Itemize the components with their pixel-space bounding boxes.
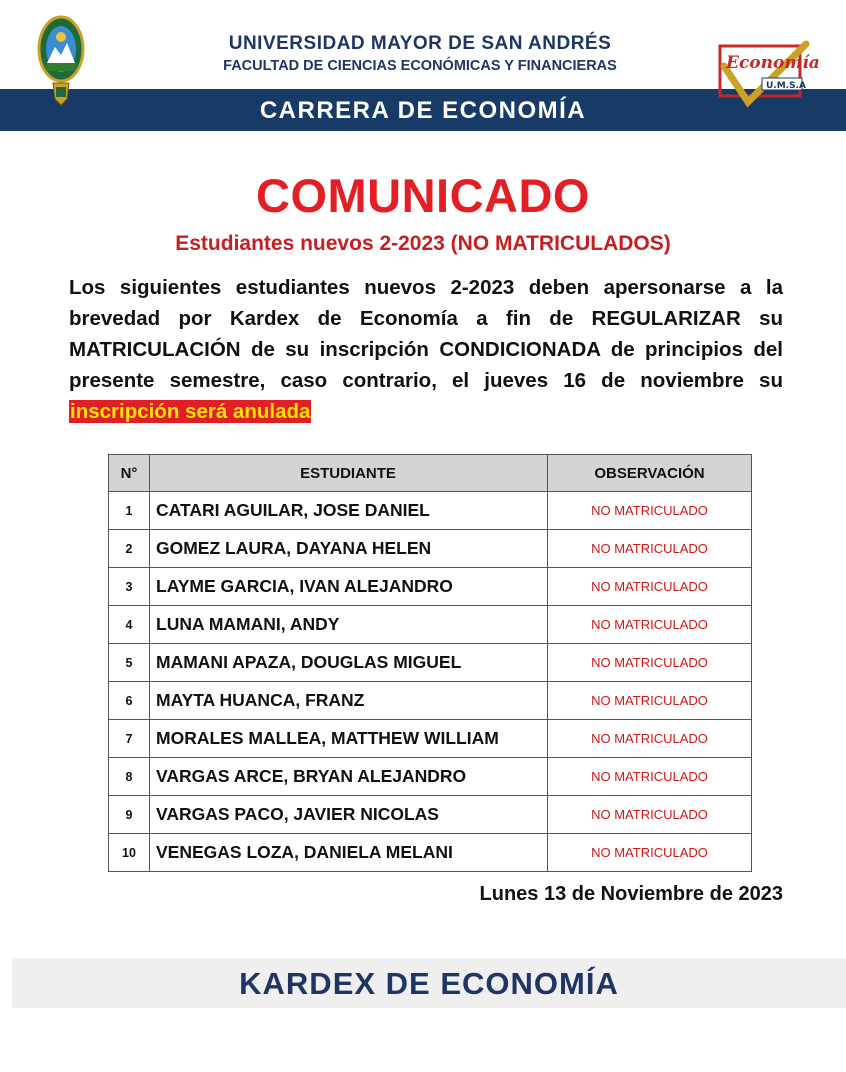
table-row bbox=[109, 682, 752, 720]
student-name: VENEGAS LOZA, DANIELA MELANI bbox=[150, 834, 548, 872]
student-name: MAYTA HUANCA, FRANZ bbox=[150, 682, 548, 720]
notice-title: COMUNICADO bbox=[256, 169, 590, 222]
student-observation: NO MATRICULADO bbox=[548, 682, 752, 720]
notice-date: Lunes 13 de Noviembre de 2023 bbox=[479, 883, 783, 905]
student-name: GOMEZ LAURA, DAYANA HELEN bbox=[150, 530, 548, 568]
table-row bbox=[109, 568, 752, 606]
student-name: VARGAS ARCE, BRYAN ALEJANDRO bbox=[150, 758, 548, 796]
table-row bbox=[109, 644, 752, 682]
header-number: N° bbox=[109, 455, 150, 492]
table-row bbox=[109, 530, 752, 568]
row-number: 1 bbox=[109, 492, 150, 530]
table-row bbox=[109, 758, 752, 796]
table-row bbox=[109, 606, 752, 644]
students-table bbox=[108, 454, 752, 872]
row-number: 4 bbox=[109, 606, 150, 644]
student-observation: NO MATRICULADO bbox=[548, 834, 752, 872]
table-row bbox=[109, 834, 752, 872]
student-observation: NO MATRICULADO bbox=[548, 492, 752, 530]
row-number: 2 bbox=[109, 530, 150, 568]
logo-economia-text: Economía bbox=[726, 53, 820, 73]
student-name: LUNA MAMANI, ANDY bbox=[150, 606, 548, 644]
table-row bbox=[109, 720, 752, 758]
header-observation: OBSERVACIÓN bbox=[548, 455, 752, 492]
footer-band bbox=[12, 958, 846, 1008]
student-observation: NO MATRICULADO bbox=[548, 720, 752, 758]
student-observation: NO MATRICULADO bbox=[548, 758, 752, 796]
career-title: CARRERA DE ECONOMÍA bbox=[259, 97, 587, 124]
row-number: 8 bbox=[109, 758, 150, 796]
faculty-name: FACULTAD DE CIENCIAS ECONÓMICAS Y FINANCIERAS bbox=[223, 58, 617, 74]
row-number: 5 bbox=[109, 644, 150, 682]
student-observation: NO MATRICULADO bbox=[548, 644, 752, 682]
table-header-row bbox=[109, 455, 752, 492]
notice-subtitle: Estudiantes nuevos 2-2023 (NO MATRICULADOS) bbox=[175, 232, 671, 255]
notice-body-text: Los siguientes estudiantes nuevos 2-2023 deben apersonarse a la brevedad por Kardex de Economía a fin de REGULARIZAR su MATRICULACIÓN de su inscripción CONDICIONADA de principios del presente semestre, caso contrario, el jueves 16 de noviembre su bbox=[69, 276, 783, 392]
row-number: 9 bbox=[109, 796, 150, 834]
logo-umsa-text: U.M.S.A bbox=[766, 81, 806, 91]
student-observation: NO MATRICULADO bbox=[548, 568, 752, 606]
notice-body bbox=[69, 272, 783, 427]
footer-title: KARDEX DE ECONOMÍA bbox=[239, 966, 619, 1001]
annulment-warning: inscripción será anulada bbox=[70, 400, 311, 423]
university-name: UNIVERSIDAD MAYOR DE SAN ANDRÉS bbox=[228, 33, 612, 54]
student-name: VARGAS PACO, JAVIER NICOLAS bbox=[150, 796, 548, 834]
table-row bbox=[109, 796, 752, 834]
student-name: CATARI AGUILAR, JOSE DANIEL bbox=[150, 492, 548, 530]
economia-umsa-logo-icon bbox=[718, 42, 820, 106]
university-crest-icon bbox=[37, 13, 85, 113]
row-number: 6 bbox=[109, 682, 150, 720]
student-observation: NO MATRICULADO bbox=[548, 796, 752, 834]
student-observation: NO MATRICULADO bbox=[548, 606, 752, 644]
student-observation: NO MATRICULADO bbox=[548, 530, 752, 568]
row-number: 3 bbox=[109, 568, 150, 606]
row-number: 10 bbox=[109, 834, 150, 872]
row-number: 7 bbox=[109, 720, 150, 758]
student-name: LAYME GARCIA, IVAN ALEJANDRO bbox=[150, 568, 548, 606]
document-header bbox=[0, 0, 846, 132]
table-row bbox=[109, 492, 752, 530]
student-name: MAMANI APAZA, DOUGLAS MIGUEL bbox=[150, 644, 548, 682]
student-name: MORALES MALLEA, MATTHEW WILLIAM bbox=[150, 720, 548, 758]
header-student: ESTUDIANTE bbox=[150, 455, 548, 492]
